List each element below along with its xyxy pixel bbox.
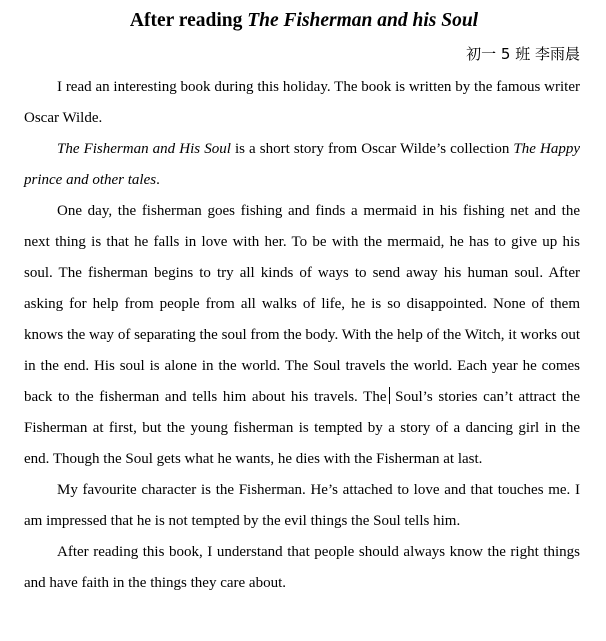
title-prefix: After reading (129, 10, 248, 31)
summary-text-part-2: Soul’s stories can’t attract the Fisherman at first, but the young fisherman is tempted by a story of a dancing girl in the end. Though the Soul gets what he wants, he dies with the Fisherman at last. (24, 389, 581, 467)
paragraph-book-info (24, 134, 580, 196)
title-book-name: The Fisherman and his Soul (247, 10, 479, 31)
book-info-end: . (156, 172, 160, 188)
book-info-middle: is a short story from Oscar Wilde’s collection (230, 141, 514, 157)
author-line: 初一 5 班 李雨晨 (466, 45, 580, 63)
paragraph-favourite-character: My favourite character is the Fisherman. He’s attached to love and that touches me. I am impressed that he is not tempted by the evil things the Soul tells him. (24, 482, 580, 529)
document-page (24, 8, 580, 599)
book-title-italic: The Fisherman and His Soul (57, 141, 231, 157)
paragraph-intro: I read an interesting book during this holiday. The book is written by the famous writer Oscar Wilde. (24, 79, 580, 126)
paragraph-story-summary (24, 196, 580, 475)
document-title (24, 8, 580, 34)
document-body (24, 72, 580, 599)
summary-text-part-1: One day, the fisherman goes fishing and finds a mermaid in his fishing net and the next thing is that he falls in love with her. To be with the mermaid, he has to give up his soul. The fisherman begins to try all kinds of ways to send away his human soul. After asking for help from people from all walks of life, he is so disappointed. None of them knows the way of separating the soul from the body. With the help of the Witch, it works out in the end. His soul is alone in the world. The Soul travels the world. Each year he comes back to the fisherman and tells him about his travels. The (24, 203, 580, 405)
paragraph-conclusion: After reading this book, I understand that people should always know the right things and have faith in the things they care about. (24, 544, 580, 591)
collection-title-italic: The Happy prince and other tales (24, 141, 581, 188)
